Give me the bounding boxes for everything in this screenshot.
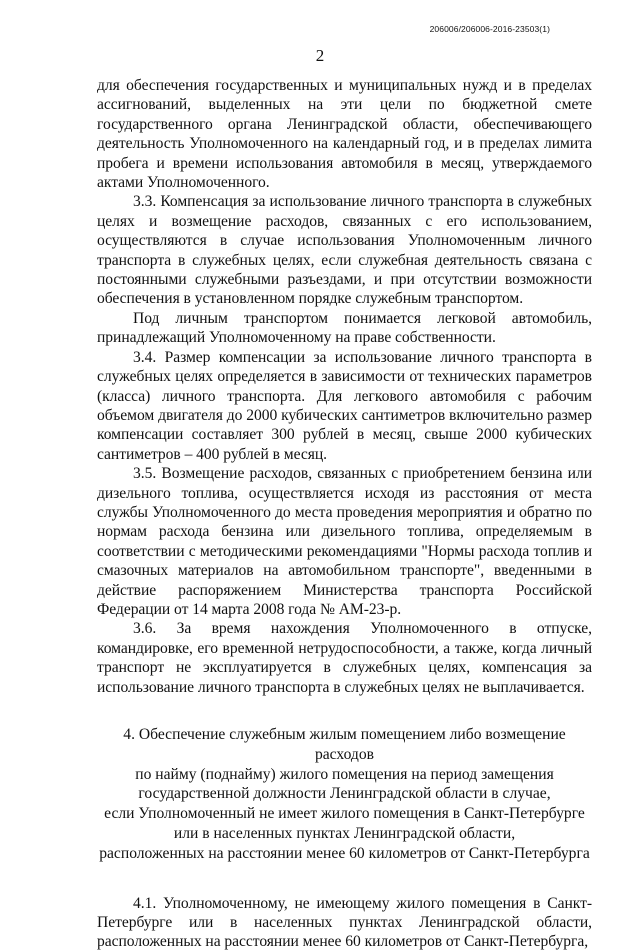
- paragraph-3-5: 3.5. Возмещение расходов, связанных с приобретением бензина или дизельного топлива, осуществляется исходя из расстояния от места службы Уполномоченного до места проведения мероприятия и обратно по нормам расхода бензина или дизельного топлива, определяемым в соответствии с методическими рекомендациями "Нормы расхода топлив и смазочных материалов на автомобильном транспорте", введенными в действие распоряжением Министерства транспорта Российской Федерации от 14 марта 2008 года № АМ-23-р.: [97, 465, 592, 618]
- paragraph-3-4: 3.4. Размер компенсации за использование личного транспорта в служебных целях определяется в зависимости от технических параметров (класса) личного транспорта. Для легкового автомобиля с рабочим объемом двигателя до 2000 кубических сантиметров включительно размер компенсации составляет 300 рублей в месяц, свыше 2000 кубических сантиметров – 400 рублей в месяц.: [97, 348, 592, 463]
- paragraph-4-1: 4.1. Уполномоченному, не имеющему жилого помещения в Санкт-Петербурге или в населенных пунктах Ленинградской области, расположенных на расстоянии менее 60 километров от Санкт-Петербурга,: [97, 894, 592, 951]
- document-id: 206006/206006-2016-23503(1): [429, 24, 550, 34]
- section-4-heading-line: государственной должности Ленинградской области в случае,: [138, 785, 551, 803]
- section-4-heading: [97, 725, 592, 864]
- page-number: 2: [315, 46, 325, 65]
- paragraph-3-3: 3.3. Компенсация за использование личного транспорта в служебных целях и возмещение расходов, связанных с его использованием, осуществляются в случае использования Уполномоченным личного транспорта в служебных целях, если служебная деятельность связана с постоянными служебными разъездами, и при отсутствии возможности обеспечения в установленном порядке служебным транспортом.: [97, 193, 592, 308]
- section-4-heading-line: расположенных на расстоянии менее 60 километров от Санкт-Петербурга: [99, 844, 590, 862]
- section-4-heading-line: если Уполномоченный не имеет жилого помещения в Санкт-Петербурге: [104, 805, 585, 823]
- paragraph-personal-transport-definition: Под личным транспортом понимается легковой автомобиль, принадлежащий Уполномоченному на праве собственности.: [97, 309, 592, 347]
- section-4-heading-line: 4. Обеспечение служебным жилым помещением либо возмещение расходов: [123, 726, 566, 763]
- paragraph-3-2-continued: для обеспечения государственных и муниципальных нужд и в пределах ассигнований, выделенных на эти цели по бюджетной смете государственного органа Ленинградской области, обеспечивающего деятельность Уполномоченного на календарный год, и в пределах лимита пробега и времени использования автомобиля в месяц, утверждаемого актами Уполномоченного.: [97, 77, 592, 192]
- paragraph-3-6: 3.6. За время нахождения Уполномоченного в отпуске, командировке, его временной нетрудоспособности, а также, когда личный транспорт не эксплуатируется в служебных целях, компенсация за использование личного транспорта в служебных целях не выплачивается.: [97, 620, 592, 696]
- section-4-heading-line: или в населенных пунктах Ленинградской области,: [173, 824, 516, 842]
- section-4-heading-line: по найму (поднайму) жилого помещения на период замещения: [135, 765, 554, 783]
- document-body: [97, 76, 592, 952]
